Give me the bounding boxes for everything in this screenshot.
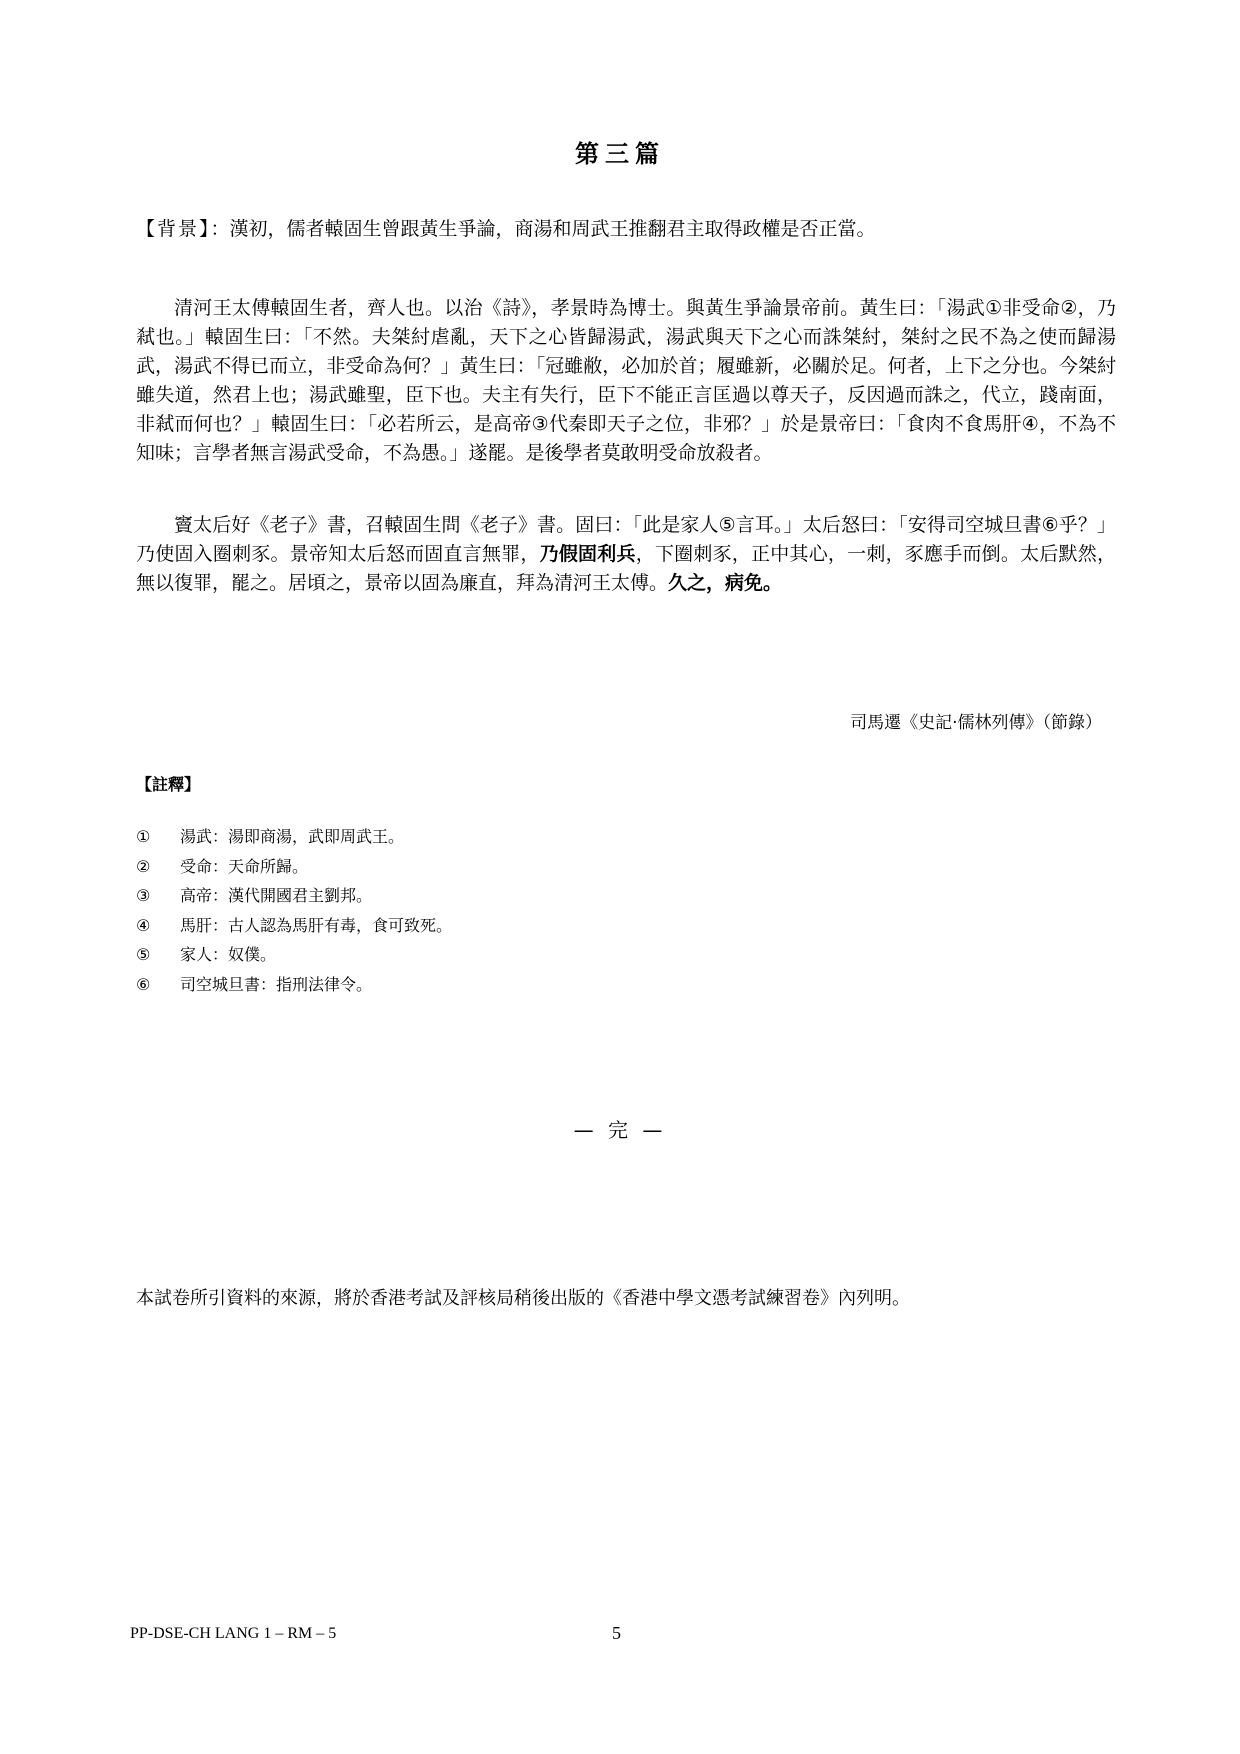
background-label: 【背景】 [136, 218, 211, 240]
note-marker: ② [136, 856, 151, 876]
note-text: 湯武：湯即商湯，武即周武王。 [180, 827, 405, 846]
passage-paragraph-1: 清河王太傅轅固生者，齊人也。以治《詩》，孝景時為博士。與黃生爭論景帝前。黃生曰：「湯武①非受命②，乃弒也。」轅固生曰：「不然。夫桀紂虐亂，天下之心皆歸湯武，湯武與天下之心而誅桀紂，桀紂之民不為之使而歸湯武，湯武不得已而立，非受命為何？」黃生曰：「冠雖敝，必加於首；履雖新，必關於足。何者，上下之分也。今桀紂雖失道，然君上也；湯武雖聖，臣下也。夫主有失行，臣下不能正言匡過以尊天子，反因過而誅之，代立，踐南面，非弒而何也？」轅固生曰：「必若所云，是高帝③代秦即天子之位，非邪？」於是景帝曰：「食肉不食馬肝④，不為不知味；言學者無言湯武受命，不為愚。」遂罷。是後學者莫敢明受命放殺者。 [136, 297, 1116, 464]
passage-text: 竇太后好《老子》書，召轅固生問《老子》書。固曰：「此是家人⑤言耳。」太后怒曰：「安得司空城旦書⑥乎？」乃使固入圈刺豕。景帝知太后怒而固直言無罪， [136, 514, 1116, 565]
note-text: 司空城旦書：指刑法律令。 [180, 974, 373, 994]
note-text: 馬肝：古人認為馬肝有毒，食可致死。 [180, 915, 453, 935]
note-text: 家人：奴僕。 [180, 945, 277, 964]
note-marker: ⑥ [136, 974, 151, 994]
note-text: 受命：天命所歸。 [180, 856, 309, 876]
note-marker: ① [136, 827, 151, 846]
note-item [136, 970, 452, 1000]
note-marker: ⑤ [136, 945, 151, 964]
note-marker: ④ [136, 915, 151, 935]
note-item [136, 852, 452, 882]
footer-paper-code: PP-DSE-CH LANG 1 – RM – 5 [130, 1625, 337, 1642]
note-marker: ③ [136, 886, 151, 905]
page-title: 第三篇 [575, 139, 665, 168]
end-mark: — 完 — [573, 1118, 667, 1142]
passage-paragraph-2 [136, 511, 1116, 598]
note-item [136, 940, 452, 970]
passage-bold-phrase: 久之，病免。 [668, 572, 783, 594]
note-text: 高帝：漢代開國君主劉邦。 [180, 886, 373, 905]
notes-list [136, 822, 452, 999]
passage-text: ，下圈刺豕，正中其心，一刺，豕應手而倒。太后默然，無以復罪，罷之。居頃之，景帝以固為廉直，拜為清河王太傅。 [136, 543, 1116, 594]
note-item [136, 881, 452, 911]
passage-bold-phrase: 乃假固利兵 [539, 543, 636, 565]
page-number: 5 [612, 1623, 621, 1643]
background-intro [136, 214, 1116, 244]
background-text: ：漢初，儒者轅固生曾跟黃生爭論，商湯和周武王推翻君主取得政權是否正當。 [210, 218, 876, 240]
notes-heading: 【註釋】 [136, 775, 201, 794]
note-item [136, 822, 452, 852]
source-citation: 司馬遷《史記‧儒林列傳》（節錄） [850, 713, 1102, 733]
source-note: 本試卷所引資料的來源，將於香港考試及評核局稍後出版的《香港中學文憑考試練習卷》內列明。 [136, 1288, 910, 1309]
note-item [136, 911, 452, 941]
